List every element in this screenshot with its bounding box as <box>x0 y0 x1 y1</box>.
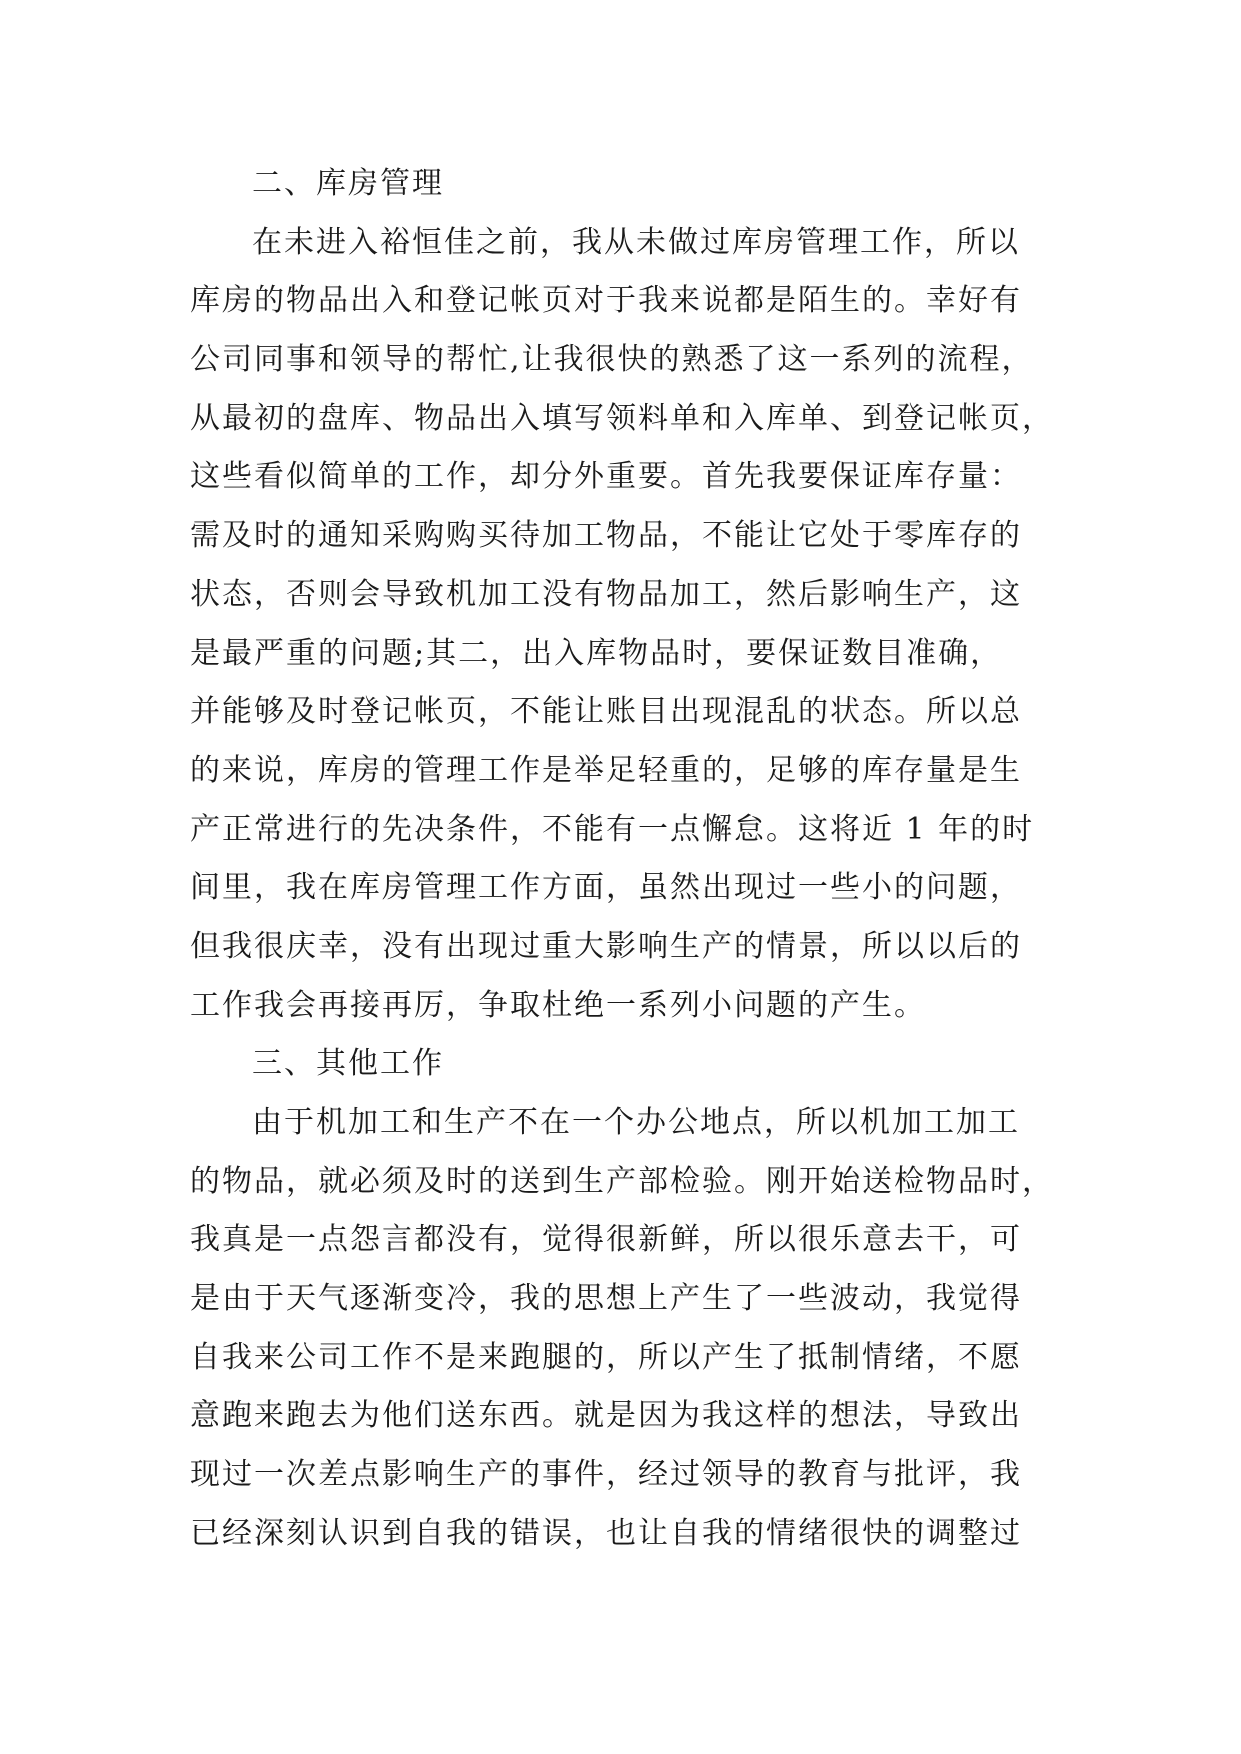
paragraph-line: 库房的物品出入和登记帐页对于我来说都是陌生的。幸好有 <box>190 283 1022 319</box>
document-body <box>190 155 1054 1564</box>
paragraph-line: 工作我会再接再厉，争取杜绝一系列小问题的产生。 <box>190 987 926 1023</box>
section-heading: 三、其他工作 <box>252 1046 444 1082</box>
paragraph-line: 产正常进行的先决条件，不能有一点懈怠。这将近 1 年的时 <box>190 811 1035 847</box>
paragraph-line: 现过一次差点影响生产的事件，经过领导的教育与批评，我 <box>190 1457 1022 1493</box>
paragraph-line: 从最初的盘库、物品出入填写领料单和入库单、到登记帐页， <box>190 400 1054 436</box>
paragraph-line: 并能够及时登记帐页，不能让账目出现混乱的状态。所以总 <box>190 694 1022 730</box>
paragraph-line: 状态，否则会导致机加工没有物品加工，然后影响生产，这 <box>190 576 1022 612</box>
section-heading: 二、库房管理 <box>252 166 444 201</box>
paragraph-line: 在未进入裕恒佳之前，我从未做过库房管理工作，所以 <box>252 224 1020 260</box>
paragraph-line: 由于机加工和生产不在一个办公地点，所以机加工加工 <box>252 1105 1020 1140</box>
paragraph-line: 间里，我在库房管理工作方面，虽然出现过一些小的问题， <box>190 870 1022 906</box>
paragraph-line: 是由于天气逐渐变冷，我的思想上产生了一些波动，我觉得 <box>190 1281 1022 1317</box>
paragraph-line: 公司同事和领导的帮忙,让我很快的熟悉了这一系列的流程， <box>190 342 1034 378</box>
paragraph-line: 但我很庆幸，没有出现过重大影响生产的情景，所以以后的 <box>190 928 1022 964</box>
paragraph-line: 我真是一点怨言都没有，觉得很新鲜，所以很乐意去干，可 <box>190 1222 1022 1258</box>
paragraph-line: 意跑来跑去为他们送东西。就是因为我这样的想法，导致出 <box>190 1398 1022 1434</box>
paragraph-line: 的物品，就必须及时的送到生产部检验。刚开始送检物品时， <box>190 1163 1054 1199</box>
paragraph-line: 自我来公司工作不是来跑腿的，所以产生了抵制情绪，不愿 <box>190 1339 1022 1375</box>
paragraph-line: 的来说，库房的管理工作是举足轻重的，足够的库存量是生 <box>190 752 1022 788</box>
paragraph-line: 是最严重的问题;其二，出入库物品时，要保证数目准确， <box>190 635 1003 671</box>
paragraph-line: 需及时的通知采购购买待加工物品，不能让它处于零库存的 <box>190 518 1022 554</box>
paragraph-line: 这些看似简单的工作，却分外重要。首先我要保证库存量： <box>190 459 1022 495</box>
paragraph-line: 已经深刻认识到自我的错误，也让自我的情绪很快的调整过 <box>190 1515 1022 1551</box>
